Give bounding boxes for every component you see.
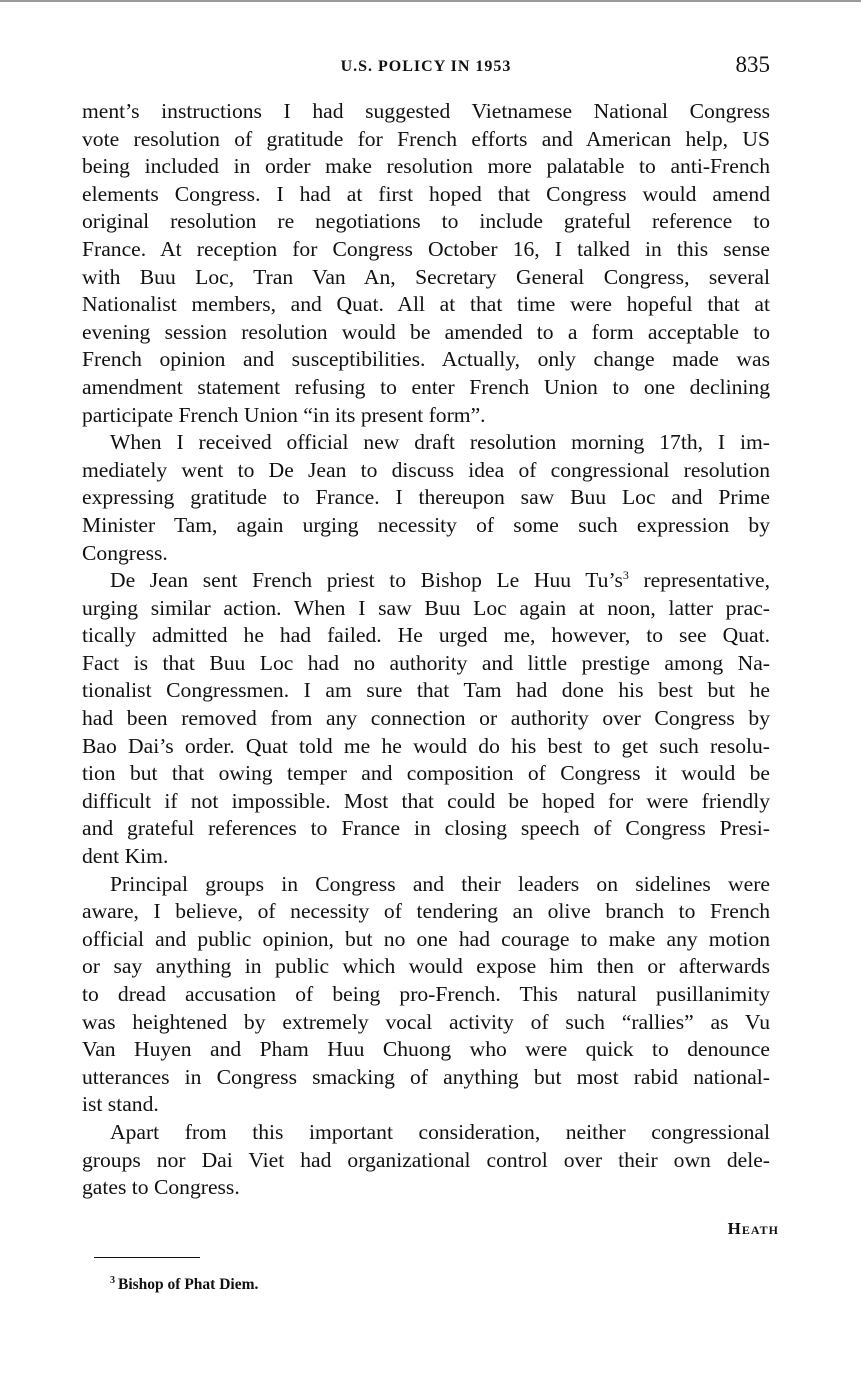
paragraph-3	[82, 567, 770, 871]
text-line: with Buu Loc, Tran Van An, Secretary General Congress, several	[82, 264, 770, 289]
text-line: Apart from this important consideration, neither congressional	[110, 1119, 770, 1144]
footnote-reference: 3	[622, 568, 629, 583]
text-line: was heightened by extremely vocal activity of such “rallies” as Vu	[82, 1009, 770, 1034]
footnote-marker: 3	[110, 1275, 115, 1286]
page-number: 835	[735, 52, 770, 77]
text-line: Congress.	[82, 540, 168, 565]
text-line: official and public opinion, but no one had courage to make any motion	[82, 926, 770, 951]
text-line: dent Kim.	[82, 844, 169, 869]
footnote-text: Bishop of Phat Diem.	[118, 1276, 259, 1293]
text-line: Nationalist members, and Quat. All at that time were hopeful that at	[82, 292, 770, 317]
text-line: French opinion and susceptibilities. Actually, only change made was	[82, 347, 770, 372]
text-line: Principal groups in Congress and their leaders on sidelines were	[110, 871, 770, 896]
text-line: to dread accusation of being pro-French. This natural pusillanimity	[82, 982, 770, 1006]
text-line: ist stand.	[82, 1092, 159, 1117]
text-line: When I received official new draft resolution morning 17th, I im-	[110, 430, 770, 455]
text-line: France. At reception for Congress October 16, I talked in this sense	[82, 236, 770, 261]
text-line: gates to Congress.	[82, 1175, 240, 1200]
text-fragment: De Jean sent French priest to Bishop Le Huu Tu’s	[110, 568, 623, 593]
text-line: expressing gratitude to France. I thereupon saw Buu Loc and Prime	[82, 485, 770, 510]
text-line: vote resolution of gratitude for French efforts and American help, US	[82, 126, 770, 151]
text-line: Fact is that Buu Loc had no authority and little prestige among Na-	[82, 650, 770, 675]
text-line: groups nor Dai Viet had organizational control over their own dele-	[82, 1147, 770, 1172]
text-line: tically admitted he had failed. He urged me, however, to see Quat.	[82, 623, 770, 648]
text-line: aware, I believe, of necessity of tendering an olive branch to French	[82, 899, 770, 924]
text-line: mediately went to De Jean to discuss idea of congressional resolution	[82, 457, 770, 482]
running-title: U.S. POLICY IN 1953	[340, 58, 512, 75]
footnote	[110, 1276, 258, 1294]
text-line: Van Huyen and Pham Huu Chuong who were quick to denounce	[82, 1037, 770, 1062]
text-line: Bao Dai’s order. Quat told me he would do his best to get such resolu-	[82, 733, 770, 758]
paragraph-5	[82, 1119, 770, 1202]
top-edge-rule	[0, 0, 861, 2]
text-line: amendment statement refusing to enter French Union to one declining	[82, 374, 770, 399]
text-line: urging similar action. When I saw Buu Loc again at noon, latter prac-	[82, 595, 770, 620]
text-line: had been removed from any connection or authority over Congress by	[82, 706, 770, 731]
text-line: tion but that owing temper and composition of Congress it would be	[82, 761, 770, 786]
signature: Heath	[727, 1219, 779, 1238]
paragraph-2	[82, 429, 770, 567]
running-head	[82, 54, 770, 84]
text-line: elements Congress. I had at first hoped that Congress would amend	[82, 181, 770, 206]
text-line: original resolution re negotiations to include grateful reference to	[82, 209, 770, 234]
text-line: ment’s instructions I had suggested Vietnamese National Congress	[82, 99, 770, 123]
footnote-divider	[94, 1257, 200, 1258]
text-line: utterances in Congress smacking of anything but most rabid national-	[82, 1064, 770, 1089]
text-line: Minister Tam, again urging necessity of some such expression by	[82, 512, 770, 537]
text-line: participate French Union “in its present form”.	[82, 402, 486, 427]
text-line: being included in order make resolution more palatable to anti-French	[82, 154, 770, 179]
text-fragment: representative,	[628, 568, 770, 593]
paragraph-4	[82, 871, 770, 1119]
text-line: evening session resolution would be amended to a form acceptable to	[82, 319, 770, 344]
text-line: and grateful references to France in closing speech of Congress Presi-	[82, 816, 770, 841]
body-text	[82, 98, 770, 1202]
text-line: or say anything in public which would expose him then or afterwards	[82, 954, 770, 979]
text-line: tionalist Congressmen. I am sure that Tam had done his best but he	[82, 678, 770, 703]
paragraph-1	[82, 98, 770, 429]
text-line: difficult if not impossible. Most that could be hoped for were friendly	[82, 788, 770, 813]
text-line	[82, 567, 770, 595]
